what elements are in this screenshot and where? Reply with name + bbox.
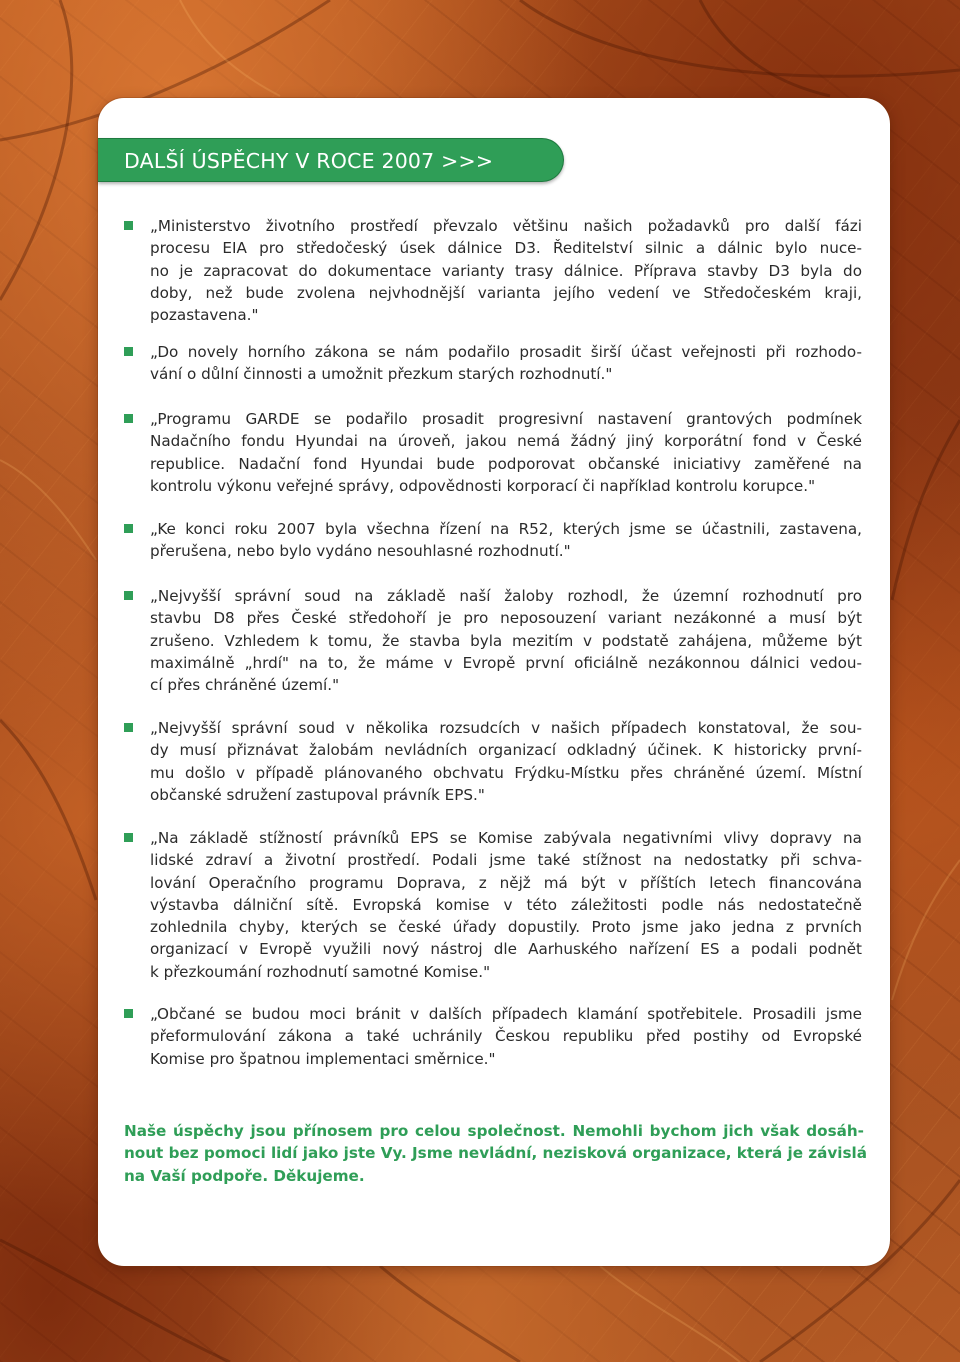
footer-line: Naše úspěchy jsou přínosem pro celou společnost. Nemohli bychom jich však dosáh- [124,1122,864,1140]
square-bullet-icon [124,414,133,423]
text-line: „Do novely horního zákona se nám podařilo prosadit širší účast veřejnosti při rozhodo- [150,343,862,361]
text-line: přeformulování zákona a také uchránily Českou republiku před postihy od Evropské [150,1027,862,1046]
text-line: republice. Nadační fond Hyundai bude podporovat občanské iniciativy zaměřené na [150,454,862,473]
text-line: lování Operačního programu Doprava, z nějž má být v příštích letech financována [150,873,862,892]
footer-line: nout bez pomoci lidí jako jste Vy. Jsme nevládní, nezisková organizace, která je závislá [124,1144,867,1163]
text-line: lidské zdraví a životní prostředí. Podali jsme také stížnost na nedostatky při schva- [150,851,862,870]
text-line: doby, než bude zvolena nejvhodnější varianta jejího vedení ve Středočeském kraji, [150,283,862,302]
square-bullet-icon [124,221,133,230]
text-line: kontrolu výkonu veřejné správy, odpovědnosti korporací či například kontrolu korupce." [150,476,816,495]
text-line: „Nejvyšší správní soud na základě naší žaloby rozhodl, že územní rozhodnutí pro [150,587,862,605]
list-item-text [150,827,862,983]
text-line: vání o důlní činnosti a umožnit přezkum starých rozhodnutí." [150,365,613,384]
text-line: k přezkoumání rozhodnutí samotné Komise." [150,962,491,981]
text-line: přerušena, nebo bylo vydáno nesouhlasné rozhodnutí." [150,542,571,561]
text-line: zohlednila chyby, kterých se české úřady dopustily. Proto jsme jako jedna z prvních [150,918,862,937]
section-title: DALŠÍ ÚSPĚCHY V ROCE 2007 >>> [124,149,494,173]
text-line: mu došlo v případě plánovaného obchvatu Frýdku-Místku přes chráněné území. Místní [150,763,862,782]
list-item-text [150,585,862,696]
text-line: Nadačního fondu Hyundai na úroveň, jakou nemá žádný jiný korporátní fond v České [150,432,862,451]
text-line: „Nejvyšší správní soud v několika rozsudcích v našich případech konstatoval, že sou- [150,719,862,737]
square-bullet-icon [124,347,133,356]
text-line: maximálně „hrdí" na to, že máme v Evropě první oficiálně nezákonnou dálnici vedou- [150,653,862,672]
text-line: „Ke konci roku 2007 byla všechna řízení na R52, kterých jsme se účastnili, zastavena, [150,520,862,538]
list-item-text [150,215,862,326]
text-line: organizací v Evropě využili nový nástroj dle Aarhuského nařízení ES a podali podnět [150,940,862,959]
text-line: „Ministerstvo životního prostředí převzalo většinu našich požadavků pro další fázi [150,217,862,235]
closing-statement [124,1120,867,1187]
square-bullet-icon [124,591,133,600]
square-bullet-icon [124,833,133,842]
footer-line: na Vaší podpoře. Děkujeme. [124,1166,365,1185]
text-line: pozastavena." [150,306,259,325]
content-card [98,98,890,1266]
text-line: „Na základě stížností právníků EPS se Komise zabývala negativními vlivy dopravy na [150,829,862,847]
text-line: občanské sdružení zastupoval právník EPS." [150,785,485,804]
square-bullet-icon [124,1009,133,1018]
text-line: dy musí přiznávat žalobám nevládních organizací odkladný účinek. K historicky první- [150,741,862,760]
text-line: „Programu GARDE se podařilo prosadit progresivní nastavení grantových podmínek [150,410,862,428]
list-item-text [150,1003,862,1070]
list-item-text [150,341,862,386]
text-line: zrušeno. Vzhledem k tomu, že stavba byla mezitím v podstatě zahájena, můžeme být [150,631,862,650]
text-line: procesu EIA pro středočeský úsek dálnice D3. Ředitelství silnic a dálnic bylo nuce- [150,239,862,258]
text-line: výstavba dálniční sítě. Evropská komise v této záležitosti podle nás nedostatečně [150,895,862,914]
list-item-text [150,518,862,563]
square-bullet-icon [124,524,133,533]
list-item-text [150,717,862,806]
text-line: „Občané se budou moci bránit v dalších případech klamání spotřebitele. Prosadili jsme [150,1005,862,1023]
text-line: stavbu D8 přes České středohoří je pro neposouzení variant nezákonné a musí být [150,609,862,628]
square-bullet-icon [124,723,133,732]
list-item-text [150,408,862,497]
section-banner [98,138,564,182]
text-line: no je zapracovat do dokumentace varianty trasy dálnice. Příprava stavby D3 byla do [150,261,862,280]
text-line: Komise pro špatnou implementaci směrnice." [150,1049,496,1068]
text-line: cí přes chráněné území." [150,676,340,695]
